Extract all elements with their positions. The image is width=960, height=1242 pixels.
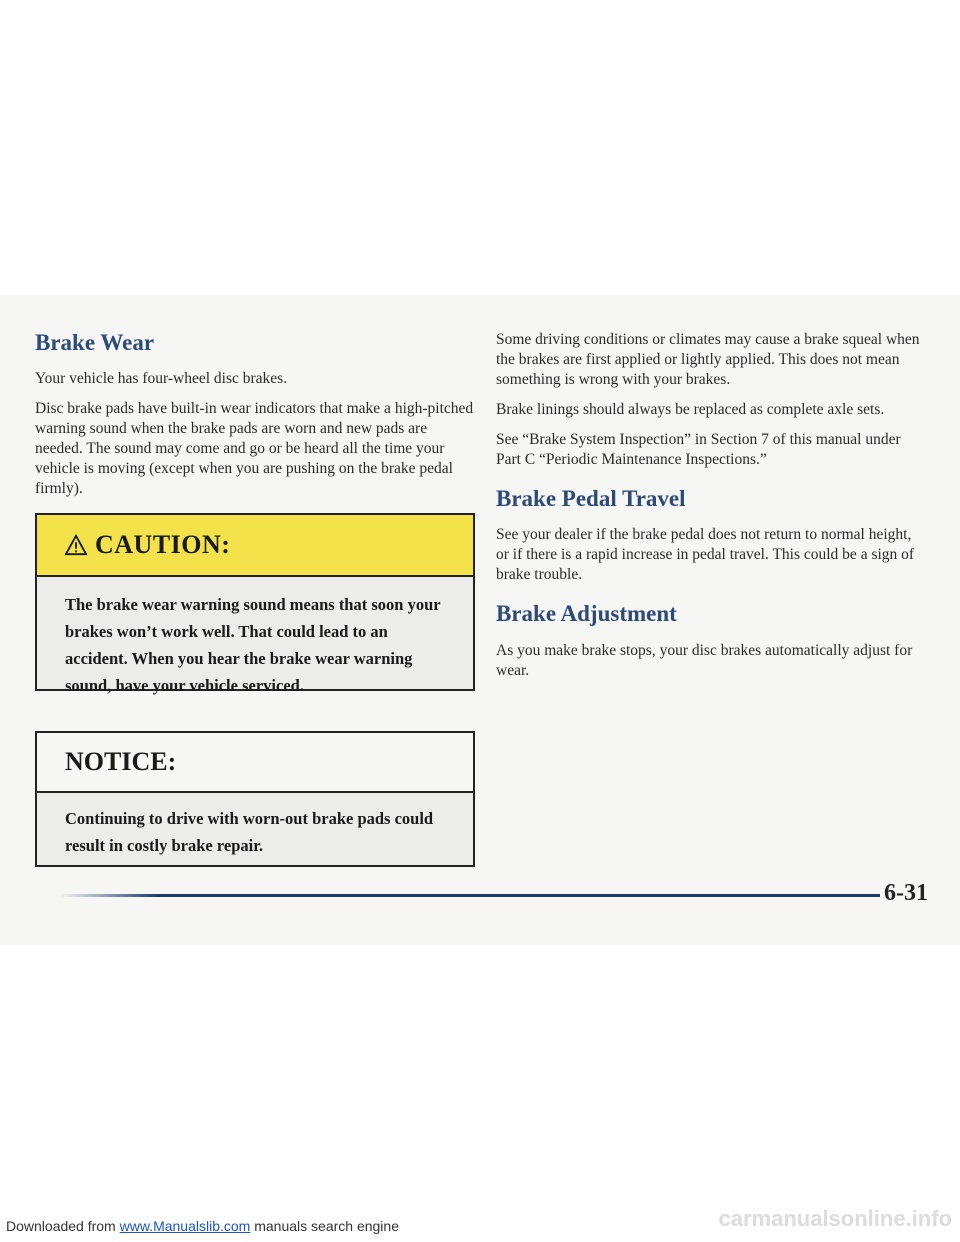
notice-box	[35, 731, 475, 867]
notice-text: Continuing to drive with worn-out brake pads could result in costly brake repair.	[65, 809, 434, 855]
brake-adjustment-heading: Brake Adjustment	[496, 601, 677, 627]
caution-box	[35, 513, 475, 695]
footer-rule	[60, 894, 880, 897]
caution-header	[37, 515, 473, 577]
footer-prefix: Downloaded from	[6, 1218, 120, 1234]
left-column	[35, 330, 475, 509]
brake-wear-heading: Brake Wear	[35, 330, 155, 355]
download-footer	[6, 1218, 399, 1234]
brake-adjustment-text: As you make brake stops, your disc brakes automatically adjust for wear.	[496, 641, 913, 679]
brake-pedal-travel-heading: Brake Pedal Travel	[496, 486, 686, 511]
page-number: 6-31	[884, 880, 928, 906]
brake-linings-text: Brake linings should always be replaced as complete axle sets.	[496, 401, 885, 418]
brake-squeal-text: Some driving conditions or climates may cause a brake squeal when the brakes are first applied or lightly applied. This does not mean something is wrong with your brakes.	[496, 331, 920, 388]
notice-title: NOTICE:	[65, 747, 177, 776]
manualslib-link[interactable]: www.Manualslib.com	[119, 1218, 251, 1234]
watermark: carmanualsonline.info	[718, 1206, 952, 1231]
inspection-reference-text: See “Brake System Inspection” in Section 7 of this manual under Part C “Periodic Maintenance Inspections.”	[496, 431, 901, 468]
footer-suffix: manuals search engine	[250, 1218, 399, 1234]
brake-wear-indicators-text: Disc brake pads have built-in wear indicators that make a high-pitched warning sound when the brake pads are worn and new pads are needed. The sound may come and go or be heard all the time your vehicle is moving (except when you are pushing on the brake pedal firmly).	[35, 400, 474, 498]
notice-header	[37, 733, 473, 793]
right-column	[496, 330, 926, 691]
brake-pedal-travel-text: See your dealer if the brake pedal does not return to normal height, or if there is a rapid increase in pedal travel. This could be a sign of brake trouble.	[496, 526, 915, 584]
caution-title: CAUTION:	[95, 530, 231, 559]
caution-text: The brake wear warning sound means that soon your brakes won’t work well. That could lead to an accident. When you hear the brake wear warning sound, have your vehicle serviced.	[65, 595, 441, 695]
brake-wear-intro: Your vehicle has four-wheel disc brakes.	[35, 370, 288, 388]
warning-triangle-icon	[65, 534, 87, 556]
